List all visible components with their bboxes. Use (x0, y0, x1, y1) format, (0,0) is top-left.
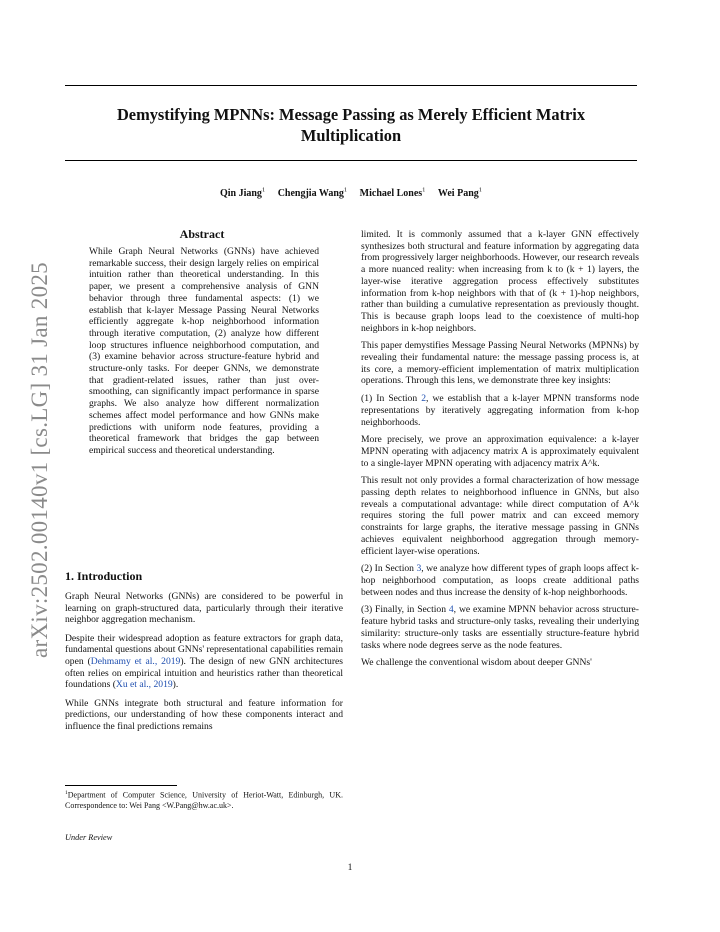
under-review-label: Under Review (65, 833, 113, 842)
paragraph: We challenge the conventional wisdom about deeper GNNs' (361, 657, 592, 669)
footnote-rule (65, 785, 177, 786)
right-column (361, 229, 639, 675)
citation-link[interactable]: Xu et al., 2019 (115, 679, 173, 691)
paper-title: Demystifying MPNNs: Message Passing as Merely Efficient Matrix Multiplication (116, 105, 586, 145)
section-ref-link[interactable]: 4 (448, 604, 454, 616)
paragraph: This paper demystifies Message Passing Neural Networks (MPNNs) by revealing their fundamental nature: the message passing process is, at its core, a memory-efficient implementation of matrix multiplication operations. Through this lens, we demonstrate three key insights: (361, 340, 639, 387)
footnote: $^1$Department of Computer Science, University of Heriot-Watt, Edinburgh, UK. Correspondence to: Wei Pang <W.Pang@hw.ac.uk>. (65, 790, 343, 810)
paragraph: (1) In Section 2, we establish that a k-layer MPNN transforms node representations by iteratively aggregating information from k-hop neighborhoods. (361, 393, 640, 428)
author: Wei Pang$^1$ (437, 187, 483, 200)
title-bottom-rule (65, 160, 637, 161)
intro-left-column (65, 591, 343, 739)
section-heading: 1. Introduction (65, 569, 143, 583)
author: Michael Lones$^1$ (359, 187, 426, 200)
paragraph: This result not only provides a formal characterization of how message passing depth relates to neighborhood influence in GNNs, but also reveals a computational advantage: while direct computation of A^k requires storing the full power matrix and can exceed memory constraints for large graphs, the iterative message passing in GNNs achieves equivalent neighborhood aggregation through memory-efficient layer-wise operations. (361, 475, 639, 557)
paragraph: While GNNs integrate both structural and feature information for predictions, our understanding of how these components interact and influence the final predictions remains (65, 697, 343, 733)
paragraph: limited. It is commonly assumed that a k-layer GNN effectively synthesizes both structural and feature information by aggregating data from progressively larger neighborhoods. However, our research reveals a more nuanced reality: when increasing from k to (k + 1) layers, the layer-wise iterative aggregation process effectively substitutes information from k-hop neighbors with that of (k + 1)-hop neighbors, rather than building a cumulative representation as previously thought. This is because graph loops lead to the coexistence of multi-hop neighbors in k-hop neighbors. (361, 229, 639, 334)
top-rule (65, 85, 637, 86)
author: Chengjia Wang$^1$ (277, 187, 348, 200)
abstract-body: While Graph Neural Networks (GNNs) have achieved remarkable success, their design largely relies on empirical intuition rather than theoretical understanding. In this paper, we present a comprehensive analysis of GNN behavior through three fundamental aspects: (1) we establish that k-layer Message Passing Neural Networks efficiently aggregate k-hop neighborhood information through iterative computation, (2) analyze how different loop structures influence neighborhood computation, and (3) examine behavior across structure-feature hybrid and structure-only tasks. For deeper GNNs, we demonstrate that gradient-related issues, rather than just over-smoothing, can significantly impact performance in sparse graphs. We also analyze how different normalization schemes affect model performance and how GNNs make predictions with uniform node features, providing a theoretical framework that bridges the gap between empirical success and theoretical understanding. (89, 246, 319, 456)
section-ref-link[interactable]: 2 (421, 393, 426, 405)
page-number: 1 (347, 862, 353, 873)
paragraph: (3) Finally, in Section 4, we examine MPNN behavior across structure-feature hybrid tasks and structure-only tasks, revealing their underlying similarity: structure-only tasks are essentially structure-feature hybrid tasks where node degrees serve as the node features. (361, 604, 639, 651)
citation-link[interactable]: Dehmamy et al., 2019 (90, 656, 181, 668)
arxiv-identifier[interactable]: arXiv:2502.00140v1 [cs.LG] 31 Jan 2025 (27, 262, 52, 658)
paragraph: (2) In Section 3, we analyze how different types of graph loops affect k-hop neighborhood computation, as loops create additional paths between nodes and thus increase the density of k-hop neighborhoods. (361, 563, 639, 598)
section-ref-link[interactable]: 3 (416, 563, 422, 575)
author: Qin Jiang$^1$ (219, 187, 266, 200)
paragraph: Graph Neural Networks (GNNs) are considered to be powerful in learning on graph-structured data, particularly through their iterative neighbor aggregation mechanism. (65, 591, 343, 626)
author-list (65, 187, 637, 199)
paragraph: Despite their widespread adoption as feature extractors for graph data, fundamental questions about GNNs' representational capabilities remain open (Dehmamy et al., 2019). The design of new GNN architectures often relies on empirical intuition and heuristics rather than theoretical foundations (Xu et al., 2019). (65, 632, 344, 691)
paragraph: More precisely, we prove an approximation equivalence: a k-layer MPNN operating with adjacency matrix A is approximately equivalent to a single-layer MPNN operating with adjacency matrix A^k. (361, 434, 639, 469)
abstract-heading: Abstract (179, 227, 225, 241)
